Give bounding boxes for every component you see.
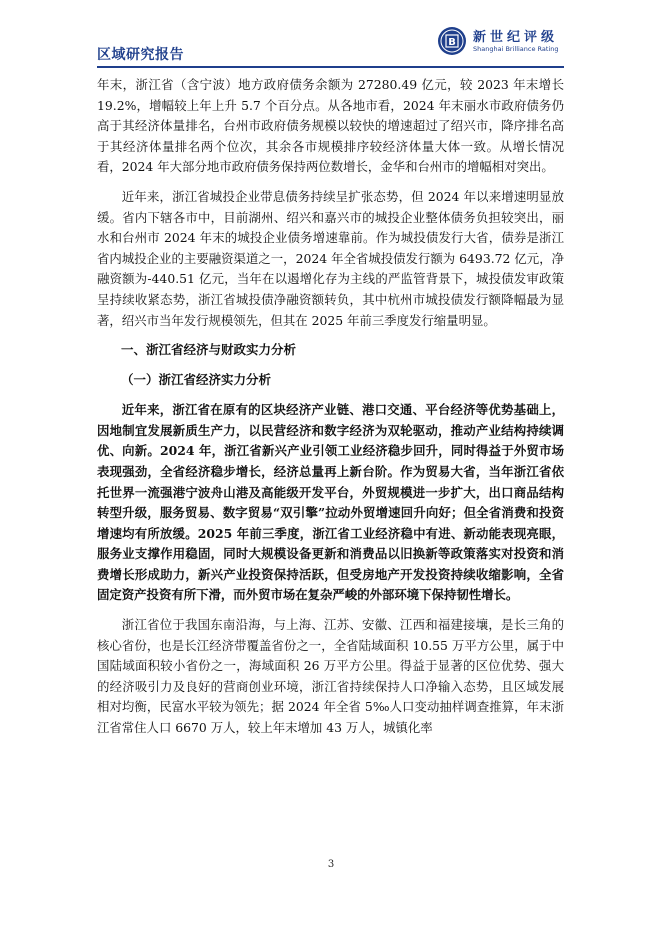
section-heading: 一、浙江省经济与财政实力分析 [121, 342, 297, 358]
paragraph-lgfv-debt: 近年来，浙江省城投企业带息债务持续呈扩张态势，但 2024 年以来增速明显放缓。省内下辖各市中，目前湖州、绍兴和嘉兴市的城投企业整体债务负担较突出，丽水和台州市 2024 年末的城投企业债务增速靠前。作为城投债发行大省，债券是浙江省内城投企业的主要融资渠道之一，2024 年全省城投债发行额为 6493.72 亿元，净融资额为-440.51 亿元，当年在以遏增化存为主线的严监管背景下，城投债发审政策呈持续收紧态势，浙江省城投债净融资额转负，其中杭州市城投债发行额降幅最为显著，绍兴市当年发行规模领先，但其在 2025 年前三季度发行缩量明显。 [97, 188, 564, 328]
paragraph-geography-population: 浙江省位于我国东南沿海，与上海、江苏、安徽、江西和福建接壤，是长三角的核心省份，也是长江经济带覆盖省份之一，全省陆域面积 10.55 万平方公里，属于中国陆域面积较小省份之一，海域面积 26 万平方公里。得益于显著的区位优势、强大的经济吸引力及良好的营商创业环境，浙江省持续保持人口净输入态势，且区域发展相对均衡，民富水平较为领先；据 2024 年全省 5‰人口变动抽样调查推算，年末浙江省常住人口 6670 万人，较上年末增加 43 万人，城镇化率 [97, 617, 564, 736]
header-divider [97, 66, 564, 68]
paragraph-debt-balance: 年末，浙江省（含宁波）地方政府债务余额为 27280.49 亿元，较 2023 年末增长 19.2%，增幅较上年上升 5.7 个百分点。从各地市看，2024 年末丽水市政府债务仍高于其经济体量排名，台州市政府债务规模以较快的增速超过了绍兴市，降序排名高于其经济体量排名两个位次，其余各市规模排序较经济体量大体一致。从增长情况看，2024 年大部分地市政府债务保持两位数增长，金华和台州市的增幅相对突出。 [97, 77, 564, 175]
brand-logo [437, 24, 577, 64]
subsection-heading: （一）浙江省经济实力分析 [121, 372, 272, 388]
brand-emblem-letter: B [448, 37, 456, 48]
brand-emblem-icon [437, 26, 467, 56]
paragraph-economic-summary: 近年来，浙江省在原有的区块经济产业链、港口交通、平台经济等优势基础上，因地制宜发展新质生产力，以民营经济和数字经济为双轮驱动，推动产业结构持续调优、向新。2024 年，浙江省新兴产业引领工业经济稳步回升，同时得益于外贸市场表现强劲，全省经济稳步增长，经济总量再上新台阶。作为贸易大省，当年浙江省依托世界一流强港宁波舟山港及高能级开发平台，外贸规模进一步扩大，出口商品结构转型升级，服务贸易、数字贸易“双引擎”拉动外贸增速回升向好；但全省消费和投资增速均有所放缓。2025 年前三季度，浙江省工业经济稳中有进、新动能表现亮眼，服务业支撑作用稳固，同时大规模设备更新和消费品以旧换新等政策落实对投资和消费增长形成助力，新兴产业投资保持活跃，但受房地产开发投资持续收缩影响，全省固定资产投资有所下滑，而外贸市场在复杂严峻的外部环境下保持韧性增长。 [97, 402, 564, 603]
report-header-title: 区域研究报告 [97, 47, 184, 63]
brand-name-cn: 新世纪评级 [473, 30, 559, 45]
brand-name-en: Shanghai Brilliance Rating [473, 45, 559, 53]
document-body [97, 75, 564, 748]
page-number: 3 [327, 859, 335, 870]
